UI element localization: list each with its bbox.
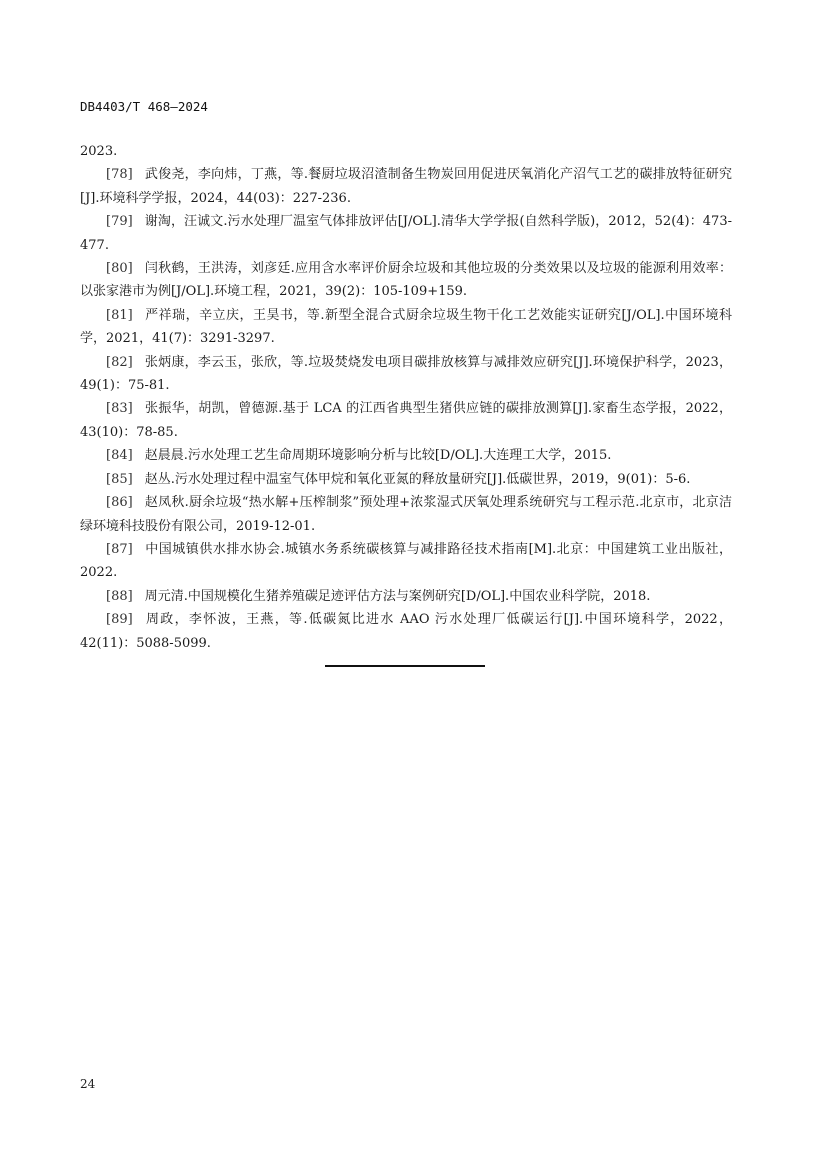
reference-text: 赵丛.污水处理过程中温室气体甲烷和氧化亚氮的释放量研究[J].低碳世界，2019，9(01)：5-6. bbox=[144, 471, 691, 487]
continuation-text: 2023. bbox=[80, 144, 118, 159]
reference-item-87 bbox=[80, 538, 732, 585]
reference-number: [78] bbox=[106, 167, 133, 183]
reference-item-89 bbox=[80, 608, 732, 655]
reference-number: [89] bbox=[106, 612, 133, 628]
reference-number: [87] bbox=[106, 541, 133, 557]
reference-text: 周元清.中国规模化生猪养殖碳足迹评估方法与案例研究[D/OL].中国农业科学院，2018. bbox=[144, 588, 651, 604]
reference-number: [88] bbox=[106, 588, 133, 604]
reference-text: 赵凤秋.厨余垃圾“热水解+压榨制浆”预处理+浓浆湿式厌氧处理系统研究与工程示范.北京市，北京洁绿环境科技股份有限公司，2019-12-01. bbox=[80, 495, 732, 534]
reference-item-80 bbox=[80, 257, 732, 304]
reference-item-88 bbox=[80, 585, 732, 608]
reference-text: 张炳康，李云玉，张欣，等.垃圾焚烧发电项目碳排放核算与减排效应研究[J].环境保护科学，2023，49(1)：75-81. bbox=[80, 354, 732, 394]
reference-item-83 bbox=[80, 397, 732, 444]
reference-item-85 bbox=[80, 468, 732, 491]
document-code-header: DB4403/T 468—2024 bbox=[80, 99, 208, 114]
reference-text: 张振华，胡凯，曾德源.基于 LCA 的江西省典型生猪供应链的碳排放测算[J].家畜生态学报，2022，43(10)：78-85. bbox=[80, 401, 732, 440]
reference-list bbox=[80, 140, 732, 655]
reference-item-86 bbox=[80, 491, 732, 538]
reference-text: 闫秋鹤，王洪涛，刘彦廷.应用含水率评价厨余垃圾和其他垃圾的分类效果以及垃圾的能源利用效率：以张家港市为例[J/OL].环境工程，2021，39(2)：105-109+159. bbox=[80, 261, 732, 300]
page-number: 24 bbox=[80, 1077, 96, 1091]
reference-item-79 bbox=[80, 210, 732, 257]
reference-item-82 bbox=[80, 351, 732, 398]
reference-number: [83] bbox=[106, 401, 133, 417]
reference-number: [85] bbox=[106, 471, 133, 487]
reference-number: [82] bbox=[106, 354, 133, 370]
reference-text: 赵晨晨.污水处理工艺生命周期环境影响分析与比较[D/OL].大连理工大学，2015. bbox=[144, 448, 612, 464]
reference-text: 武俊尧，李向炜，丁燕，等.餐厨垃圾沼渣制备生物炭回用促进厌氧消化产沼气工艺的碳排放特征研究[J].环境科学学报，2024，44(03)：227-236. bbox=[80, 167, 732, 206]
reference-text: 严祥瑞，辛立庆，王昊书，等.新型全混合式厨余垃圾生物干化工艺效能实证研究[J/OL].中国环境科学，2021，41(7)：3291-3297. bbox=[80, 307, 732, 347]
reference-item-78 bbox=[80, 163, 732, 210]
reference-number: [86] bbox=[106, 495, 133, 511]
reference-text: 谢淘，汪诚文.污水处理厂温室气体排放评估[J/OL].清华大学学报(自然科学版)，2012，52(4)：473-477. bbox=[80, 214, 732, 253]
reference-text: 中国城镇供水排水协会.城镇水务系统碳核算与减排路径技术指南[M].北京：中国建筑工业出版社，2022. bbox=[80, 541, 732, 581]
reference-number: [81] bbox=[106, 307, 133, 323]
reference-number: [79] bbox=[106, 214, 133, 230]
reference-item-81 bbox=[80, 304, 732, 351]
reference-number: [80] bbox=[106, 261, 133, 277]
end-of-document-rule bbox=[325, 665, 485, 667]
reference-number: [84] bbox=[106, 448, 133, 464]
reference-text: 周政，李怀波，王燕，等.低碳氮比进水 AAO 污水处理厂低碳运行[J].中国环境科学，2022，42(11)：5088-5099. bbox=[80, 612, 732, 651]
reference-item-84 bbox=[80, 444, 732, 467]
